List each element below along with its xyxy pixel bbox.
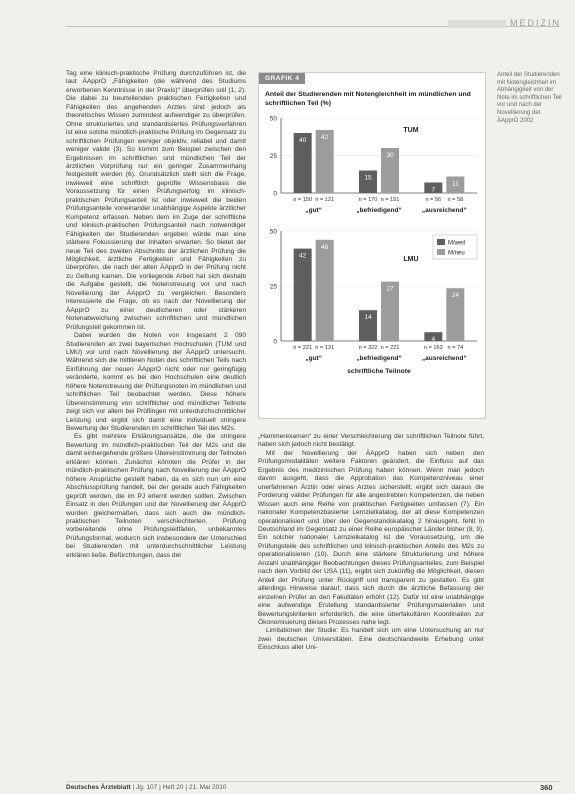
n-label: n = 151 <box>380 197 400 203</box>
n-label: n = 170 <box>358 197 378 203</box>
page-number: 360 <box>540 783 553 792</box>
n-label: n = 121 <box>315 197 335 203</box>
footer-journal <box>66 784 226 791</box>
data-label: 14 <box>364 314 372 322</box>
right-column <box>258 433 484 653</box>
chart-title: Anteil der Studierenden mit Notengleichheit im mündlichen und schriftlichen Teil (%) <box>265 91 471 107</box>
right-paragraph-2: Mit der Novellierung der ÄApprO haben sich neben den Prüfungsmodalitäten weitere Faktoren geändert, die Einfluss auf das Ergebnis des medizinischen Prüfung haben können. Wenn man jedoch davon ausgeht, dass die Approbation das Kompetenzniveau einer unerfahrenen Ärztin oder eines Arztes sicherstellt, ergibt sich daraus die Forderung valider Prüfungen für alle angestrebten Kompetenzen, die neben Wissen auch eine Reihe von praktischen Fertigkeiten umfassen (7). Ein nationaler Kompetenzbasierter Lernzielkatalog, der all diese Kompetenzen operationalisiert und über den Gegenstandskatalog 2 hinausgeht, fehlt in Deutschland im Gegensatz zu einer Reihe europäischer Länder bisher (8, 9). Ein solcher nationaler Lernzielkatalog ist die Voraussetzung, um die Prüfungsteile des schriftlichen und klinisch-praktischen Anteils des M2s zu operationalisieren (10). Durch eine stärkere Strukturierung und höhere Anzahl unabhängiger Beobachtungen dieses Prüfungsanteiles, zum Beispiel nach dem Vorbild der USA (11), ergibt sich zukünftig die Möglichkeit, diesen Anteil der Prüfung unter Rückgriff und transparent zu gestalten. Es gibt allerdings Hinweise darauf, dass sich durch die ärztliche Befassung der einzelnen Prüfer an den Fakultäten erhöht (12). Dafür ist eine unabhängige eine aufwendige Erstellung standardisierter Prüfungsmaterialien und Bewertungskriterien erforderlich, die eine überfakultären Koordination zur Ökonomisierung dieses Prozesses nahe legt. <box>258 449 484 626</box>
data-label: 4 <box>431 336 436 344</box>
x-tick-label: „gut“ <box>305 355 322 362</box>
section-label-bar <box>448 20 506 28</box>
left-paragraph-1: Tag eine klinisch-praktische Prüfung durchzuführen ist, die laut ÄApprO „Fähigkeiten (die während des Studiums erworbenen Kenntnisse in der Praxis)“ überprüfen soll (1, 2). Die dabei zu beurteilenden praktischen Fertigkeiten und Fähigkeiten des angehenden Arztes sind jedoch als theoretisches Wissen zumindest aufwendiger zu überprüfen. Ohne strukturiertes und standardisiertes Prüfungsverfahren ist eine solche mündlich-praktische Prüfung im Gegensatz zu schriftlichen Prüfungen weniger objektiv, reliabel und damit weniger valide (3). So kommt zum Beispiel zwischen den Ergebnissen im schriftlichen und mündlichen Teil der ärztlichen Vorprüfung nur ein geringer Zusammenhang festgestellt werden (6). Grundsätzlich stellt sich die Frage, inwieweit eine schriftlich geprüfte Wissensbasis die Voraussetzung für einen Prüfungserfolg im klinisch-praktischen Prüfungsanteil ist oder inwieweit die beiden Prüfungsanteile voneinander unabhängige Aspekte ärztlicher Kompetenz erfassen. Neben dem im Zuge der schriftliche und klinisch-praktischen Prüfungsanteil nach notwendiger Fähigkeiten der Studierenden ergeben würde man eine stärkere Fokussierung der Inhalten erwarten. So bietet der neue Teil des zweiten Abschnitts der ärztlichen Prüfung die Möglichkeit, ärztliche Fertigkeiten und Fähigkeiten zu überprüfen, die nach der alten ÄApprO in der Prüfung nicht zu Geltung kamen. Die vorliegende Arbeit hat sich deshalb die Aufgabe gestellt, die Notenstreuung vor und nach Novellierung der ÄApprO zu vergleichen. Besonders interessierte die Frage, ob es nach der Novellierung der ÄApprO zu einer deutlicheren oder stärkeren Notenabweichung zwischen schriftlichen und mündlichen Prüfungsteil gekommen ist. <box>66 70 246 331</box>
x-tick-label: „ausreichend“ <box>421 207 467 214</box>
legend-swatch <box>437 239 445 245</box>
x-tick-label: „ausreichend“ <box>421 355 467 362</box>
n-label: n = 150 <box>293 197 313 203</box>
n-label: n = 163 <box>423 345 443 351</box>
section-label <box>448 18 561 28</box>
n-label: n = 221 <box>380 345 400 351</box>
legend-label: M/weil <box>448 240 466 247</box>
data-label: 27 <box>386 285 394 293</box>
legend-label: M/neu <box>448 250 465 257</box>
right-paragraph-1: „Hammerexamen“ zu einer Verschlechterung der schriftlichen Teilnote führt, haben sich jedoch nicht bestätigt. <box>258 433 484 449</box>
y-tick-label: 25 <box>269 153 277 160</box>
bar <box>316 240 334 341</box>
bar-chart <box>259 73 485 418</box>
n-label: n = 221 <box>293 345 313 351</box>
chart-figure <box>258 72 486 419</box>
y-tick-label: 50 <box>269 115 277 123</box>
panel-label: TUM <box>403 127 419 134</box>
panel-label: LMU <box>403 256 419 263</box>
left-paragraph-2: Dabei wurden die Noten von insgesamt 2 090 Studierenden an zwei bayerischen Hochschulen (TUM und LMU) vor und nach Novellierung der ÄApprO untersucht. Während sich die mittleren Noten des schriftlichen Teils nach Einführung der neuen ÄApprO nicht oder nur geringfügig veränderte, kommt es bei den Hochschulen eine deutlich höhere Notenstreuung der Prüfungsnoten im mündlichen und schriftlichen Teil beobachtet werden. Diese höhere Übereinstimmung von schriftlicher und mündlicher Teilnote zeigt sich vor allem bei Prüflingen mit unterdurchschnittlicher Leistung und ergibt sich damit eine individuell stringere Bewertung der Studierenden im schriftlichen Teil des M2s. <box>66 332 246 433</box>
data-label: 24 <box>451 292 459 300</box>
y-tick-label: 50 <box>269 228 277 236</box>
data-label: 15 <box>364 174 372 182</box>
left-paragraph-3: Es gibt mehrere Erklärungsansätze, die die stringere Bewertung im mündlich-praktischen Teil der M2s und die damit einhergehende größere Übereinstimmung der Teilnoten erklären können. Zunächst könnten die Prüfer in der mündlich-praktischen Prüfung nach Novellierung der ÄApprO höhere Ansprüche gestellt haben, da es sich nun um eine Abschlussprüfung handelt, bei der gerade auch Fähigkeiten geprüft werden, die im PJ erlernt werden sollten. Zwischen Einsatz in den Prüfungen und der Novellierung der ÄApprO wurden gleichermaßen, dass sich auch die mündlich-praktischen Teilnoten verschlechterten. Prüfung vorbereitende ohne Prüfungsleitfäden, unbekanntes Prüfungsformat, wodurch sich insbesondere der Unterschied bei Studierenden mit unterdurchschnittlicher Leistung erklären ließe. Befürchtungen, dass der <box>66 433 246 559</box>
y-tick-label: 25 <box>269 283 277 291</box>
y-tick-label: 0 <box>273 338 277 346</box>
journal-name: Deutsches Ärzteblatt <box>66 784 131 791</box>
footer-rule <box>66 781 560 782</box>
data-label: 46 <box>321 243 329 251</box>
bar <box>294 249 312 341</box>
data-label: 11 <box>451 180 459 188</box>
n-label: n = 322 <box>358 345 378 351</box>
data-label: 42 <box>321 134 329 141</box>
data-label: 40 <box>299 137 307 144</box>
figure-caption: Anteil der Studierenden mit Notengleichheit im Abhängigkeit von der Note im schriftlichen Teil vor und nach der Novellierung der ÄApprO 2002 <box>497 72 562 124</box>
x-tick-label: „gut“ <box>305 207 322 214</box>
journal-issue: | Jg. 107 | Heft 20 | 21. Mai 2010 <box>132 784 227 791</box>
chart-label: GRAFIK 4 <box>259 73 305 84</box>
n-label: n = 74 <box>447 345 464 351</box>
legend-swatch <box>437 249 445 255</box>
data-label: 42 <box>299 252 307 260</box>
x-tick-label: „befriedigend“ <box>356 207 402 214</box>
n-label: n = 56 <box>425 197 442 203</box>
n-label: n = 131 <box>315 345 335 351</box>
x-axis-title: schriftliche Teilnote <box>347 368 411 375</box>
right-paragraph-3: Limitationen der Studie: Es handelt sich um eine Untersuchung an nur zwei deutschen Universitäten. Eine deutschlandweite Erhebung unter Einschluss aller Uni- <box>258 627 484 652</box>
n-label: n = 58 <box>447 197 464 203</box>
section-label-text: MEDIZIN <box>510 18 561 28</box>
x-tick-label: „befriedigend“ <box>356 355 402 362</box>
left-column <box>66 70 246 560</box>
y-tick-label: 0 <box>273 190 277 198</box>
data-label: 30 <box>386 152 394 159</box>
data-label: 7 <box>431 186 436 194</box>
